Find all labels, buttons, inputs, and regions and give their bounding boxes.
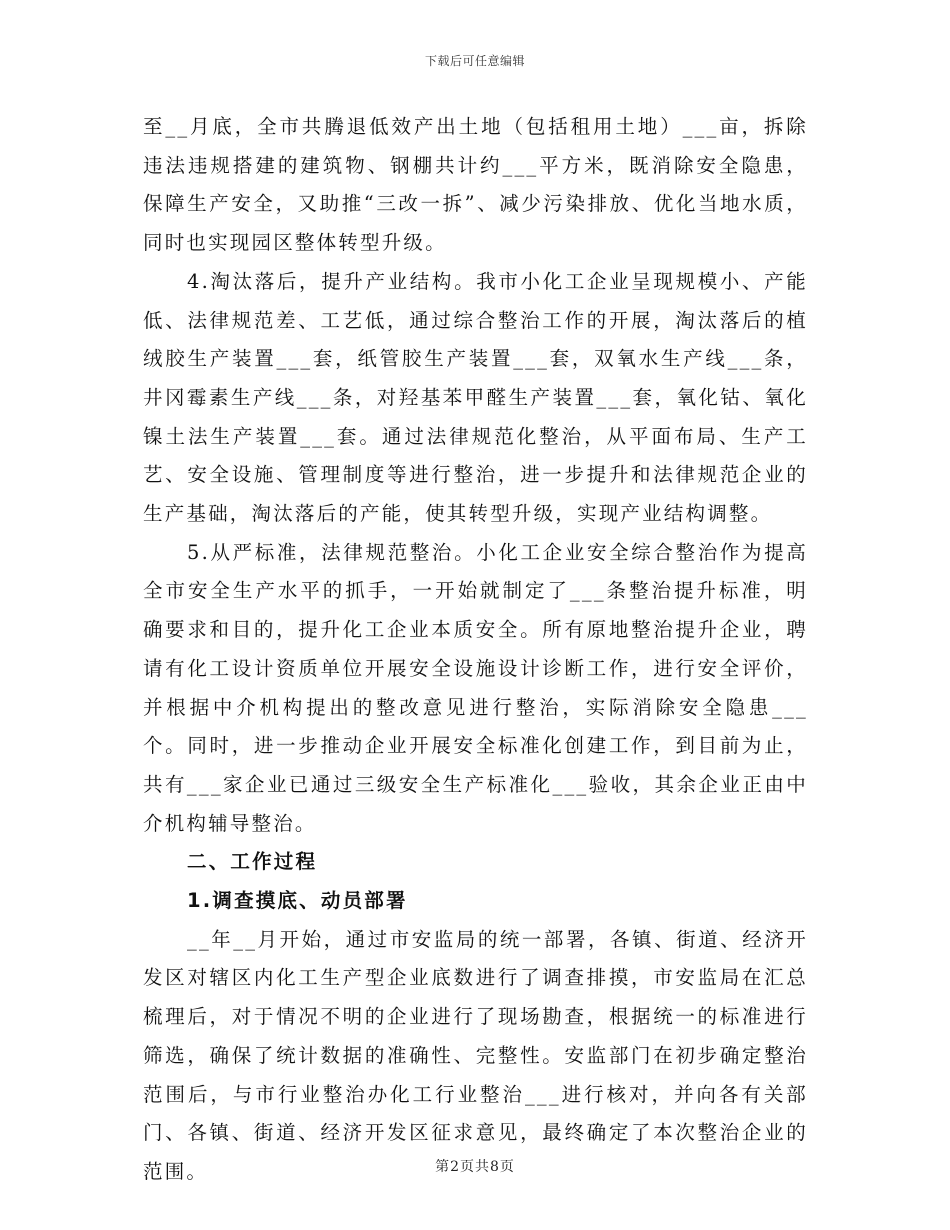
document-body [143,108,808,1192]
page-header: 下载后可任意编辑 [424,54,525,68]
subsection-heading-survey: 1.调查摸底、动员部署 [187,889,408,913]
paragraph-strict-standards: 5.从严标准，法律规范整治。小化工企业安全综合整治作为提高全市安全生产水平的抓手，一开始就制定了___条整治提升标准，明确要求和目的，提升化工企业本质安全。所有原地整治提升企业，聘请有化工设计资质单位开展安全设施设计诊断工作，进行安全评价，并根据中介机构提出的整改意见进行整治，实际消除安全隐患___个。同时，进一步推动企业开展安全标准化创建工作，到目前为止，共有___家企业已通过三级安全生产标准化___验收，其余企业正由中介机构辅导整治。 [143,540,808,835]
paragraph-survey: __年__月开始，通过市安监局的统一部署，各镇、街道、经济开发区对辖区内化工生产型企业底数进行了调查排摸，市安监局在汇总梳理后，对于情况不明的企业进行了现场勘查，根据统一的标准进行筛选，确保了统计数据的准确性、完整性。安监部门在初步确定整治范围后，与市行业整治办化工行业整治___进行核对，并向各有关部门、各镇、街道、经济开发区征求意见，最终确定了本次整治企业的范围。 [143,927,808,1183]
page-footer: 第2页共8页 [435,1159,515,1175]
paragraph-land-clearance: 至__月底，全市共腾退低效产出土地（包括租用土地）___亩，拆除违法违规搭建的建筑物、钢棚共计约___平方米，既消除安全隐患，保障生产安全，又助推“三改一拆”、减少污染排放、优化当地水质，同时也实现园区整体转型升级。 [143,115,808,255]
section-heading-work-process: 二、工作过程 [187,850,318,874]
paragraph-eliminate-backward: 4.淘汰落后，提升产业结构。我市小化工企业呈现规模小、产能低、法律规范差、工艺低，通过综合整治工作的开展，淘汰落后的植绒胶生产装置___套，纸管胶生产装置___套，双氧水生产线___条，井冈霉素生产线___条，对羟基苯甲醛生产装置___套，氧化钴、氧化镍土法生产装置___套。通过法律规范化整治，从平面布局、生产工艺、安全设施、管理制度等进行整治，进一步提升和法律规范企业的生产基础，淘汰落后的产能，使其转型升级，实现产业结构调整。 [143,269,808,526]
